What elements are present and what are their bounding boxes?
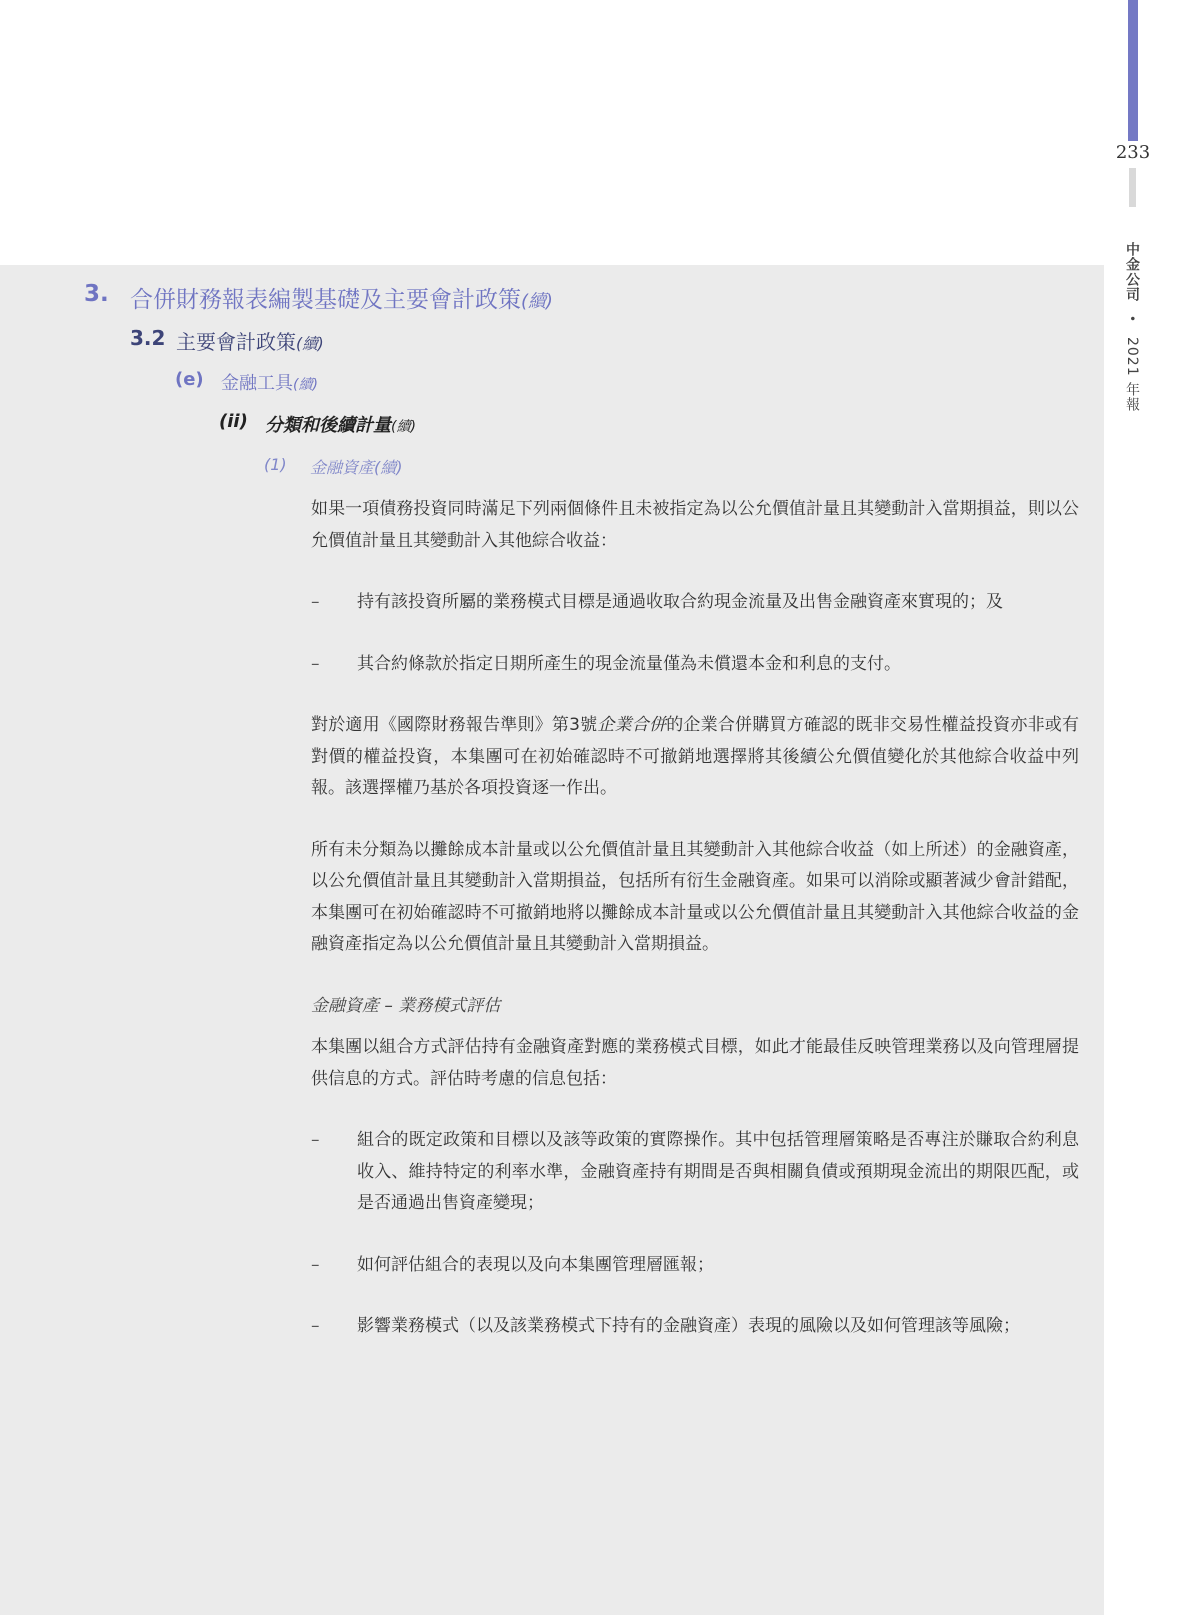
list-item — [311, 1250, 1079, 1282]
subheading: 金融資產 – 業務模式評估 — [311, 995, 501, 1016]
standard-name: 企業合併 — [597, 715, 667, 735]
subitem-number: (ii) — [219, 411, 248, 432]
paragraph-text: 對於適用《國際財務報告準則》第3號 — [311, 715, 598, 735]
page-accent-bar-light — [1129, 168, 1136, 207]
list-item-text: 持有該投資所屬的業務模式目標是通過收取合約現金流量及出售金融資產來實現的；及 — [357, 592, 1003, 612]
body-text — [311, 494, 1079, 1373]
continued-label: (續) — [293, 377, 318, 393]
paragraph — [311, 710, 1079, 805]
subsection-number: 3.2 — [130, 326, 166, 350]
company-name: 中金公司 — [1124, 242, 1140, 302]
separator-dot: • — [1125, 315, 1139, 324]
paragraph: 本集團以組合方式評估持有金融資產對應的業務模式目標，如此才能最佳反映管理業務以及向管理層提供信息的方式。評估時考慮的信息包括： — [311, 1037, 1079, 1089]
paragraph: 所有未分類為以攤餘成本計量或以公允價值計量且其變動計入其他綜合收益（如上所述）的金融資產，以公允價值計量且其變動計入當期損益，包括所有衍生金融資產。如果可以消除或顯著減少會計錯配，本集團可在初始確認時不可撤銷地將以攤餘成本計量或以公允價值計量且其變動計入其他綜合收益的金融資產指定為以公允價值計量且其變動計入當期損益。 — [311, 839, 1079, 954]
item-title: 金融工具 — [221, 373, 293, 394]
paragraph-text: 的企業合併購買方確認的既非交易性權益投資亦非或有對價的權益投資，本集團可在初始確認時不可撤銷地選擇將其後續公允價值變化於其他綜合收益中列報。該選擇權乃基於各項投資逐一作出。 — [311, 715, 1079, 798]
list-item — [311, 1311, 1079, 1343]
continued-label: (續) — [521, 291, 553, 312]
continued-label: (續) — [374, 458, 403, 477]
list-item — [311, 649, 1079, 681]
bullet-dash: – — [311, 1254, 320, 1275]
bullet-dash: – — [311, 653, 320, 674]
subitem-title: 分類和後續計量 — [265, 415, 391, 436]
list-item — [311, 587, 1079, 619]
list-item-text: 組合的既定政策和目標以及該等政策的實際操作。其中包括管理層策略是否專注於賺取合約利息收入、維持特定的利率水準，金融資產持有期間是否與相關負債或預期現金流出的期限匹配，或是否通過出售資產變現； — [357, 1130, 1079, 1213]
report-title: 2021 年報 — [1124, 336, 1140, 413]
point-title: 金融資產 — [310, 458, 375, 477]
side-report-label — [1122, 242, 1142, 412]
list-item — [311, 1125, 1079, 1220]
list-item-text: 影響業務模式（以及該業務模式下持有的金融資產）表現的風險以及如何管理該等風險； — [357, 1316, 1020, 1336]
continued-label: (續) — [296, 335, 324, 353]
page-number: 233 — [1115, 142, 1151, 163]
paragraph: 如果一項債務投資同時滿足下列兩個條件且未被指定為以公允價值計量且其變動計入當期損益，則以公允價值計量且其變動計入其他綜合收益： — [311, 499, 1079, 551]
section-title: 合併財務報表編製基礎及主要會計政策 — [130, 287, 521, 313]
section-number: 3. — [84, 281, 109, 307]
bullet-dash: – — [311, 1316, 320, 1336]
page-accent-bar — [1128, 0, 1138, 141]
bullet-dash: – — [311, 592, 320, 612]
item-number: (e) — [175, 369, 204, 390]
bullet-dash: – — [311, 1130, 320, 1150]
list-item-text: 如何評估組合的表現以及向本集團管理層匯報； — [357, 1254, 714, 1275]
continued-label: (續) — [391, 419, 416, 435]
subsection-title: 主要會計政策 — [176, 330, 296, 354]
point-number: (1) — [264, 455, 287, 474]
list-item-text: 其合約條款於指定日期所產生的現金流量僅為未償還本金和利息的支付。 — [357, 653, 901, 674]
